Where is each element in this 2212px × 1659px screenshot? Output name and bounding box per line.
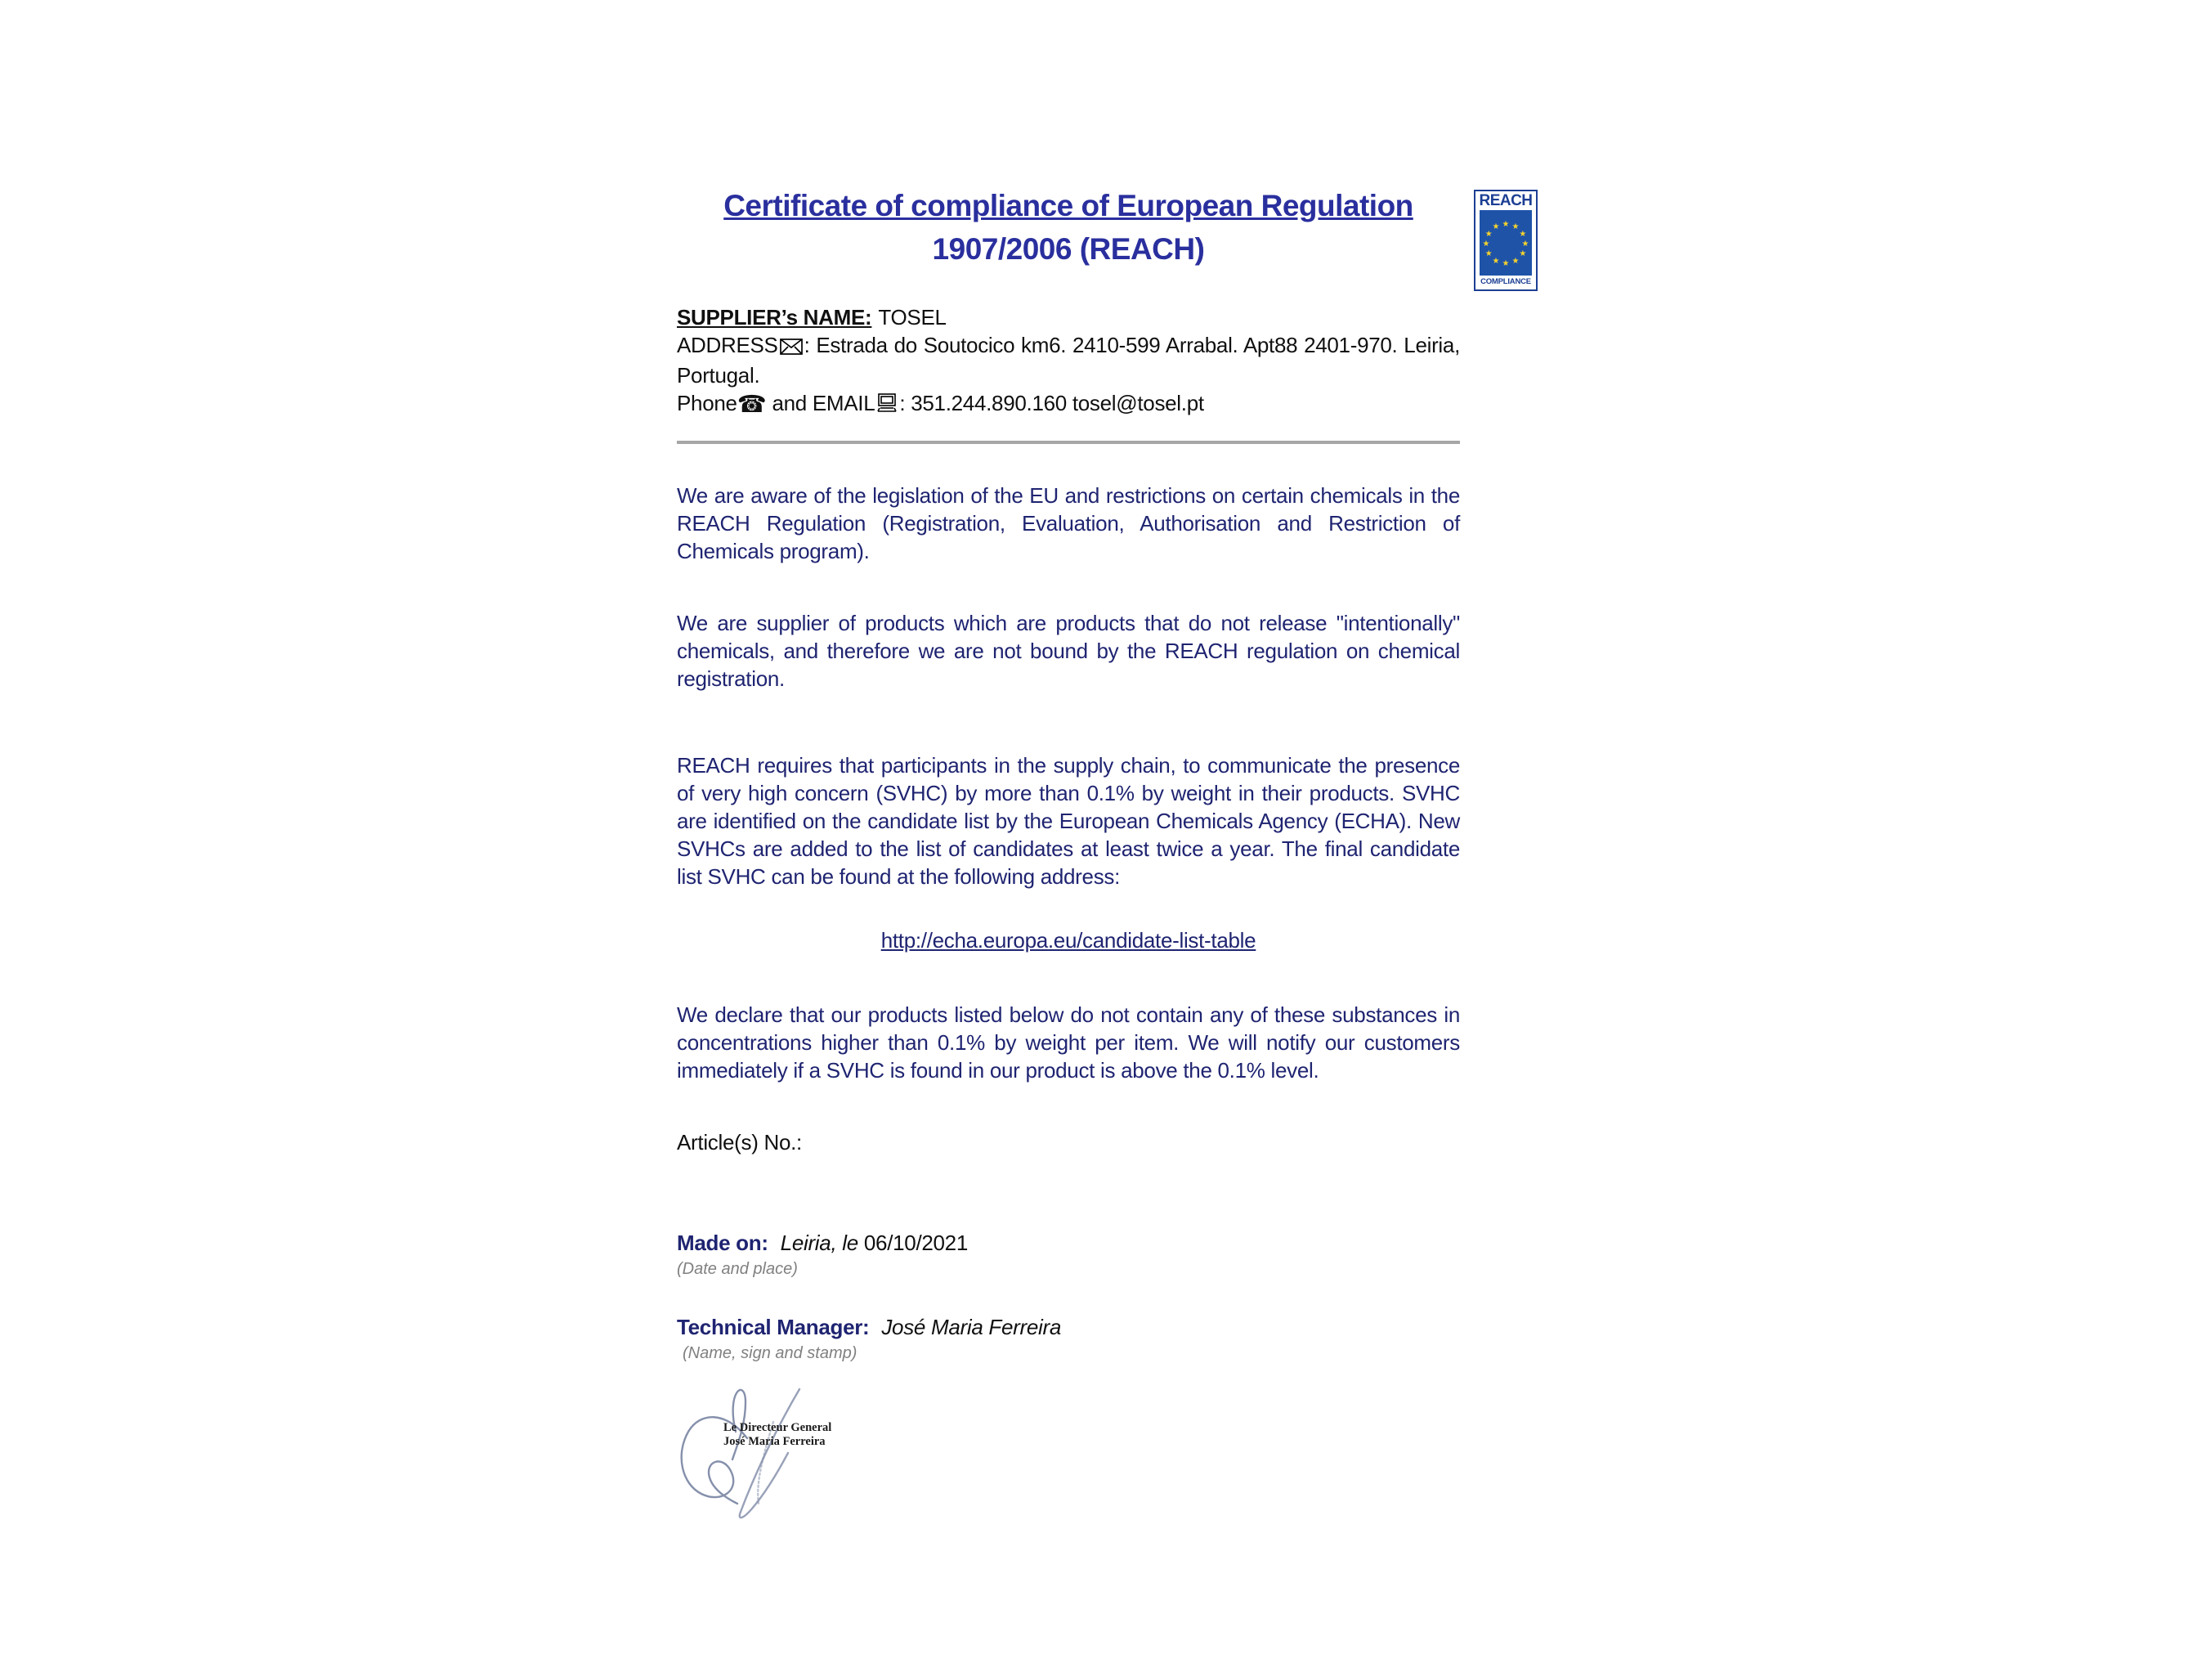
technical-manager-label: Technical Manager:	[677, 1315, 870, 1339]
date-place-hint: (Date and place)	[677, 1260, 798, 1278]
computer-icon	[876, 392, 898, 419]
telephone-icon: ☎	[737, 390, 767, 418]
svg-text:★: ★	[1511, 222, 1520, 232]
page-title-line1: Certificate of compliance of European Regulation	[723, 189, 1413, 222]
paragraph-declaration: We declare that our products listed below do not contain any of these substances in concentrations higher than 0.1% by weight per item. We will notify our customers immediately if a SVHC is found in our product is above the 0.1% level.	[677, 1002, 1460, 1083]
paragraph-supplier-statement: We are supplier of products which are products that do not release "intentionally" chemicals, and therefore we are not bound by the REACH regulation on chemical registration.	[677, 611, 1460, 691]
made-on-date: 06/10/2021	[863, 1231, 969, 1255]
svg-text:★: ★	[1502, 220, 1510, 229]
svg-text:★: ★	[1482, 240, 1490, 249]
svg-text:★: ★	[1502, 259, 1510, 268]
supplier-address-line	[677, 331, 1460, 389]
articles-number-line: Article(s) No.:	[677, 1130, 802, 1155]
eu-stars-icon	[1480, 210, 1532, 276]
stamp-line1: Le Directeur General	[723, 1421, 832, 1434]
candidate-list-link[interactable]: http://echa.europa.eu/candidate-list-table	[880, 928, 1256, 953]
made-on-label: Made on:	[677, 1231, 768, 1255]
address-value: : Estrada do Soutocico km6. 2410-599 Arrabal. Apt88 2401-970. Leiria, Portugal.	[677, 333, 1460, 388]
svg-text:★: ★	[1492, 222, 1500, 232]
reach-logo-title: REACH	[1479, 192, 1533, 209]
technical-manager-name: José Maria Ferreira	[881, 1315, 1062, 1339]
eu-flag-icon	[1480, 210, 1532, 276]
email-label: and EMAIL	[772, 391, 875, 415]
page-title	[677, 184, 1460, 271]
made-on-place: Leiria, le	[780, 1231, 858, 1255]
stamp-text	[723, 1421, 831, 1449]
supplier-name-label: SUPPLIER’s NAME:	[677, 305, 872, 330]
name-sign-stamp-hint: (Name, sign and stamp)	[683, 1344, 857, 1362]
paragraph-svhc-requirement: REACH requires that participants in the supply chain, to communicate the presence of very high concern (SVHC) by more than 0.1% by weight in their products. SVHC are identified on the candidate list by the European Chemicals Agency (ECHA). New SVHCs are added to the list of candidates at least twice a year. The final candidate list SVHC can be found at the following address:	[677, 753, 1460, 889]
supplier-name-value: TOSEL	[878, 305, 947, 330]
envelope-icon	[780, 334, 803, 361]
svg-text:★: ★	[1484, 230, 1493, 239]
signature-scribble-icon	[677, 1374, 857, 1546]
svg-text:★: ★	[1484, 249, 1493, 258]
svg-text:★: ★	[1492, 256, 1500, 266]
section-divider	[677, 441, 1460, 444]
paragraph-eu-awareness: We are aware of the legislation of the EU and restrictions on certain chemicals in the REACH Regulation (Registration, Evaluation, Authorisation and Restriction of Chemicals program).	[677, 483, 1460, 563]
signature-area	[677, 1374, 1460, 1546]
contact-value: : 351.244.890.160 tosel@tosel.pt	[899, 391, 1204, 415]
candidate-list-link-line	[677, 928, 1460, 953]
supplier-name-line	[677, 303, 1460, 331]
reach-compliance-logo	[1474, 190, 1538, 291]
document-body	[677, 0, 1460, 1546]
technical-manager-line	[677, 1315, 1460, 1340]
made-on-line	[677, 1231, 1460, 1256]
supplier-contact-line	[677, 389, 1460, 419]
svg-text:★: ★	[1519, 230, 1527, 239]
stamp-line2: José Maria Ferreira	[723, 1435, 826, 1448]
phone-label: Phone	[677, 391, 737, 415]
svg-text:★: ★	[1521, 240, 1529, 249]
page-title-line2: 1907/2006 (REACH)	[932, 232, 1205, 266]
svg-text:★: ★	[1519, 249, 1527, 258]
svg-text:★: ★	[1511, 256, 1520, 266]
reach-logo-subtitle: COMPLIANCE	[1480, 277, 1531, 286]
supplier-block	[677, 303, 1460, 419]
address-label: ADDRESS	[677, 333, 778, 357]
